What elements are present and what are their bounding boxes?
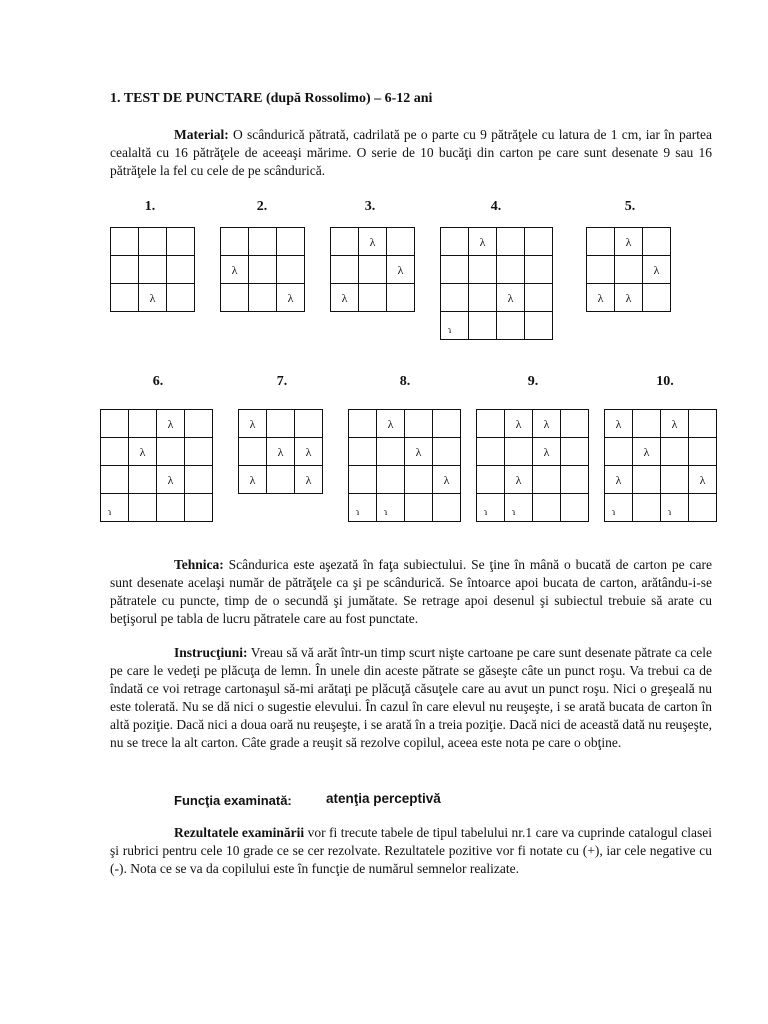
- grid-cell: [129, 438, 157, 466]
- card-grid-8: [348, 409, 461, 522]
- card-label-2: 2.: [256, 199, 268, 214]
- grid-cell: [359, 256, 387, 284]
- grid-cell: [525, 228, 553, 256]
- grid-cell: [525, 284, 553, 312]
- grid-cell: [405, 438, 433, 466]
- grid-cell: [221, 228, 249, 256]
- grid-cell: [185, 494, 213, 522]
- card-label-1: 1.: [144, 199, 156, 214]
- grid-cell: [405, 494, 433, 522]
- grid-cell: [633, 494, 661, 522]
- grid-cell: [331, 256, 359, 284]
- grid-cell: [533, 438, 561, 466]
- grid-cell: [331, 228, 359, 256]
- grid-cell: [359, 284, 387, 312]
- grid-cell: [433, 494, 461, 522]
- dot-mark: λ: [543, 416, 550, 431]
- function-value: atenţia perceptivă: [326, 791, 441, 806]
- dot-mark: λ: [305, 472, 312, 487]
- grid-cell: [433, 466, 461, 494]
- grid-cell: [221, 256, 249, 284]
- grid-cell: [139, 284, 167, 312]
- grid-cell: [111, 256, 139, 284]
- grid-cell: [101, 466, 129, 494]
- grid-cell: [661, 438, 689, 466]
- grid-cell: [167, 228, 195, 256]
- grid-cell: [643, 284, 671, 312]
- dot-mark: ɿ: [108, 507, 112, 518]
- dot-mark: ɿ: [448, 325, 452, 336]
- grid-cell: [525, 312, 553, 340]
- grid-cell: [277, 284, 305, 312]
- dot-mark: λ: [443, 472, 450, 487]
- grid-cell: [349, 494, 377, 522]
- grid-cell: [477, 438, 505, 466]
- grid-cell: [441, 228, 469, 256]
- grid-cell: [661, 466, 689, 494]
- grid-cell: [405, 466, 433, 494]
- dot-mark: ɿ: [384, 507, 388, 518]
- grid-cell: [101, 494, 129, 522]
- grid-cell: [295, 438, 323, 466]
- grid-cell: [505, 410, 533, 438]
- tehnica-paragraph: [110, 556, 712, 628]
- grid-cell: [129, 466, 157, 494]
- grid-cell: [441, 284, 469, 312]
- grid-cell: [497, 312, 525, 340]
- material-text: O scândurică pătrată, cadrilată pe o parte cu 9 pătrăţele cu latura de 1 cm, iar în partea cealaltă cu 16 pătrăţele de aceeaşi mărime. O serie de 10 bucăţi din carton pe care sunt desenate 9 sau 16 pătrăţele la fel cu cele de pe scândurică.: [110, 127, 712, 178]
- grid-cell: [477, 494, 505, 522]
- grid-cell: [157, 494, 185, 522]
- grid-cell: [633, 466, 661, 494]
- grid-cell: [433, 438, 461, 466]
- rezultate-text: vor fi trecute tabele de tipul tabelului nr.1 care va cuprinde catalogul clasei şi rubrici pentru cele 10 grade ce se cer rezolvate. Rezultatele pozitive vor fi notate cu (+), iar cele negative cu (-). Nota ce se va da copilului este în funcţie de numărul semnelor realizate.: [110, 825, 713, 876]
- dot-mark: ɿ: [612, 507, 616, 518]
- dot-mark: λ: [625, 234, 632, 249]
- grid-cell: [533, 466, 561, 494]
- dot-mark: λ: [387, 416, 394, 431]
- dot-mark: λ: [515, 416, 522, 431]
- material-paragraph: [110, 126, 712, 180]
- grid-cell: [349, 438, 377, 466]
- grid-cell: [111, 284, 139, 312]
- card-grid-1: [110, 227, 195, 312]
- grid-cell: [561, 438, 589, 466]
- grid-cell: [295, 466, 323, 494]
- card-label-8: 8.: [399, 374, 411, 389]
- grid-cell: [497, 228, 525, 256]
- dot-mark: λ: [597, 290, 604, 305]
- card-grid-10: [604, 409, 717, 522]
- tehnica-lead: Tehnica:: [174, 557, 224, 572]
- grid-cell: [139, 256, 167, 284]
- grid-cell: [469, 228, 497, 256]
- grid-cell: [661, 494, 689, 522]
- grid-cell: [377, 410, 405, 438]
- grid-cell: [185, 410, 213, 438]
- dot-mark: λ: [515, 472, 522, 487]
- dot-mark: λ: [615, 416, 622, 431]
- card-label-9: 9.: [527, 374, 539, 389]
- grid-cell: [615, 284, 643, 312]
- grid-cell: [587, 256, 615, 284]
- dot-mark: λ: [625, 290, 632, 305]
- grid-cell: [377, 438, 405, 466]
- grid-cell: [101, 410, 129, 438]
- grid-cell: [561, 494, 589, 522]
- instructiuni-paragraph: [110, 644, 712, 752]
- grid-cell: [167, 284, 195, 312]
- tehnica-text: Scândurica este aşezată în faţa subiectului. Se ţine în mână o bucată de carton pe care sunt desenate acelaşi număr de pătrăţele ca şi pe scândurică. Se întoarce apoi bucata de carton, arătându-i-se pătratele cu puncte, timp de o secundă şi jumătate. Se retrage apoi desenul şi subiectul trebuie să arate cu beţişorul pe tabla de lucru pătratele care au fost punctate.: [110, 557, 712, 626]
- grid-cell: [497, 256, 525, 284]
- grid-cell: [633, 438, 661, 466]
- grid-cell: [643, 228, 671, 256]
- grid-cell: [505, 494, 533, 522]
- grid-cell: [587, 284, 615, 312]
- material-lead: Material:: [174, 127, 229, 142]
- grid-cell: [561, 466, 589, 494]
- dot-mark: λ: [231, 262, 238, 277]
- card-grid-3: [330, 227, 415, 312]
- grid-cell: [615, 256, 643, 284]
- grid-cell: [689, 438, 717, 466]
- grid-cell: [525, 256, 553, 284]
- dot-mark: ɿ: [356, 507, 360, 518]
- dot-mark: λ: [249, 472, 256, 487]
- grid-cell: [469, 312, 497, 340]
- dot-mark: λ: [643, 444, 650, 459]
- grid-cell: [349, 466, 377, 494]
- dot-mark: λ: [149, 290, 156, 305]
- grid-cell: [605, 438, 633, 466]
- card-grid-9: [476, 409, 589, 522]
- dot-mark: λ: [415, 444, 422, 459]
- dot-mark: λ: [305, 444, 312, 459]
- dot-mark: ɿ: [668, 507, 672, 518]
- rezultate-lead: Rezultatele examinării: [174, 825, 305, 840]
- grid-cell: [605, 466, 633, 494]
- dot-mark: λ: [397, 262, 404, 277]
- grid-cell: [267, 466, 295, 494]
- grid-cell: [689, 410, 717, 438]
- grid-cell: [185, 438, 213, 466]
- grid-cell: [505, 466, 533, 494]
- function-label: Funcţia examinată:: [174, 793, 292, 808]
- grid-cell: [477, 466, 505, 494]
- card-grid-5: [586, 227, 671, 312]
- grid-cell: [267, 438, 295, 466]
- dot-mark: λ: [369, 234, 376, 249]
- grid-cell: [167, 256, 195, 284]
- grid-cell: [441, 312, 469, 340]
- grid-cell: [249, 256, 277, 284]
- dot-mark: λ: [615, 472, 622, 487]
- dot-mark: λ: [671, 416, 678, 431]
- dot-mark: λ: [653, 262, 660, 277]
- grid-cell: [267, 410, 295, 438]
- card-label-6: 6.: [152, 374, 164, 389]
- grid-cell: [387, 228, 415, 256]
- grid-cell: [377, 494, 405, 522]
- grid-cell: [661, 410, 689, 438]
- card-grid-2: [220, 227, 305, 312]
- card-label-7: 7.: [276, 374, 288, 389]
- dot-mark: λ: [277, 444, 284, 459]
- grid-cell: [433, 410, 461, 438]
- grid-cell: [587, 228, 615, 256]
- grid-cell: [633, 410, 661, 438]
- grid-cell: [277, 256, 305, 284]
- dot-mark: λ: [139, 444, 146, 459]
- dot-mark: ɿ: [512, 507, 516, 518]
- grid-cell: [129, 410, 157, 438]
- grid-cell: [387, 256, 415, 284]
- card-label-10: 10.: [656, 374, 674, 389]
- grid-cell: [239, 410, 267, 438]
- grid-cell: [605, 410, 633, 438]
- grid-cell: [469, 256, 497, 284]
- grid-cell: [615, 228, 643, 256]
- grid-cell: [689, 494, 717, 522]
- grid-cell: [185, 466, 213, 494]
- grid-cell: [157, 438, 185, 466]
- dot-mark: λ: [249, 416, 256, 431]
- grid-cell: [239, 466, 267, 494]
- card-label-3: 3.: [364, 199, 376, 214]
- rezultate-paragraph: [110, 824, 712, 878]
- dot-mark: λ: [479, 234, 486, 249]
- grid-cell: [349, 410, 377, 438]
- grid-cell: [331, 284, 359, 312]
- card-grid-6: [100, 409, 213, 522]
- dot-mark: λ: [341, 290, 348, 305]
- grid-cell: [469, 284, 497, 312]
- grid-cell: [643, 256, 671, 284]
- grid-cell: [477, 410, 505, 438]
- dot-mark: λ: [507, 290, 514, 305]
- section-heading: 1. TEST DE PUNCTARE (după Rossolimo) – 6-12 ani: [110, 91, 433, 106]
- grid-cell: [387, 284, 415, 312]
- grid-cell: [139, 228, 167, 256]
- card-grid-4: [440, 227, 553, 340]
- grid-cell: [157, 410, 185, 438]
- grid-cell: [295, 410, 323, 438]
- dot-mark: λ: [287, 290, 294, 305]
- grid-cell: [277, 228, 305, 256]
- grid-cell: [359, 228, 387, 256]
- grid-cell: [533, 494, 561, 522]
- grid-cell: [377, 466, 405, 494]
- grid-cell: [101, 438, 129, 466]
- grid-cell: [441, 256, 469, 284]
- grid-cell: [249, 284, 277, 312]
- grid-cell: [497, 284, 525, 312]
- instructiuni-lead: Instrucţiuni:: [174, 645, 248, 660]
- grid-cell: [129, 494, 157, 522]
- dot-mark: ɿ: [484, 507, 488, 518]
- dot-mark: λ: [167, 416, 174, 431]
- card-label-5: 5.: [624, 199, 636, 214]
- grid-cell: [605, 494, 633, 522]
- dot-mark: λ: [167, 472, 174, 487]
- dot-mark: λ: [543, 444, 550, 459]
- grid-cell: [221, 284, 249, 312]
- grid-cell: [239, 438, 267, 466]
- grid-cell: [157, 466, 185, 494]
- grid-cell: [249, 228, 277, 256]
- instructiuni-text: Vreau să vă arăt într-un timp scurt nişte cartoane pe care sunt desenate pătrate ca cele pe care le vedeţi pe plăcuţa de lemn. În unele din aceste pătrate se găseşte câte un punct roşu. Va trebui ca de îndată ce voi retrage cartonaşul să-mi arătaţi pe plăcuţă căsuţele care au avut un punct roşu. Nici o greşeală nu este tolerată. Nu se dă nici o sugestie elevului. În cazul în care elevul nu reuşeşte, i se arată bucata de carton în altă poziţie. Dacă nici a doua oară nu reuşeşte, i se arată în a treia poziţie. Dacă nici de această dată nu reuşeşte, nu se trece la alt carton. Câte grade a reuşit să rezolve copilul, aceea este nota pe care o obţine.: [110, 645, 712, 750]
- card-grid-7: [238, 409, 323, 494]
- grid-cell: [505, 438, 533, 466]
- grid-cell: [533, 410, 561, 438]
- dot-mark: λ: [699, 472, 706, 487]
- grid-cell: [111, 228, 139, 256]
- grid-cell: [689, 466, 717, 494]
- grid-cell: [561, 410, 589, 438]
- card-label-4: 4.: [490, 199, 502, 214]
- grid-cell: [405, 410, 433, 438]
